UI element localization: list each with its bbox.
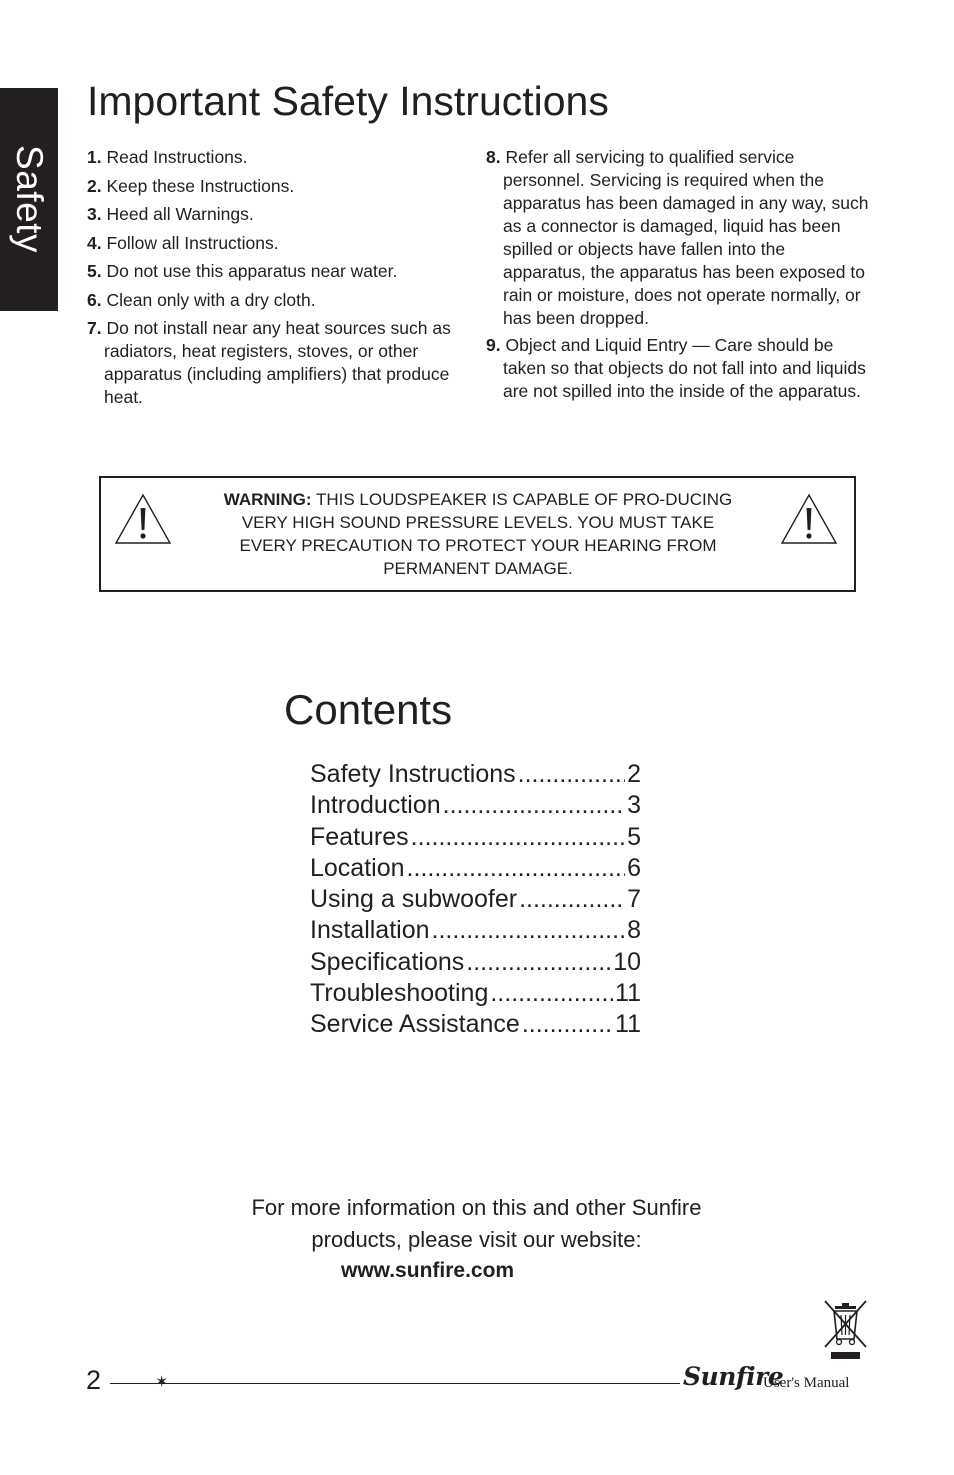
toc-label: Safety Instructions (310, 760, 516, 788)
toc-label: Using a subwoofer (310, 885, 518, 914)
toc-entry[interactable] (310, 978, 641, 1009)
toc-page: 6 (627, 853, 641, 882)
safety-item-text: Object and Liquid Entry — Care should be taken so that objects do not fall into and liquids are not spilled into the inside of the apparatus. (503, 335, 866, 401)
toc-leader (518, 759, 625, 790)
toc-label: Service Assistance (310, 1010, 520, 1039)
toc-page: 11 (615, 1010, 641, 1039)
toc-label: Specifications (310, 947, 465, 976)
toc-leader (407, 853, 626, 884)
safety-item-text: Do not use this apparatus near water. (106, 261, 398, 281)
safety-item-number: 9. (486, 335, 501, 355)
toc-leader (522, 1009, 613, 1040)
safety-list-right (486, 146, 871, 407)
toc-entry[interactable] (310, 759, 641, 790)
toc-page: 2 (627, 760, 641, 788)
toc-label: Troubleshooting (310, 979, 489, 1008)
warning-text (219, 488, 737, 580)
toc-label: Location (310, 853, 405, 882)
toc-entry[interactable] (310, 884, 641, 915)
toc-page: 11 (615, 979, 641, 1008)
warning-box (99, 476, 856, 592)
safety-item-5 (87, 260, 472, 283)
safety-item-number: 1. (87, 147, 102, 167)
star-icon: ✶ (155, 1374, 169, 1391)
safety-item-text: Refer all servicing to qualified service personnel. Servicing is required when the apparatus has been damaged in any way, such as a connector is damaged, liquid has been spilled or objects have fallen into the apparatus, the apparatus has been exposed to rain or moisture, does not operate normally, or has been dropped. (503, 147, 869, 328)
toc-page: 5 (627, 822, 641, 851)
safety-item-7 (87, 317, 472, 409)
safety-item-number: 2. (87, 175, 102, 196)
brand-logo: Sunfire (683, 1362, 784, 1391)
warning-label: WARNING: (223, 490, 312, 509)
safety-list-left (87, 146, 472, 415)
toc-entry[interactable] (310, 822, 641, 853)
safety-item-1 (87, 146, 472, 169)
toc-page: 10 (613, 947, 641, 976)
page-title: Important Safety Instructions (87, 78, 609, 124)
safety-item-text: Clean only with a dry cloth. (106, 289, 316, 310)
toc-leader (490, 978, 613, 1009)
toc-page: 8 (627, 916, 641, 945)
safety-item-4 (87, 232, 472, 255)
safety-item-8 (486, 146, 871, 330)
safety-item-text: Read Instructions. (106, 147, 248, 167)
safety-item-number: 3. (87, 204, 102, 224)
toc-leader (466, 947, 611, 978)
page-number: 2 (86, 1365, 102, 1395)
manual-label: User's Manual (763, 1375, 850, 1391)
side-tab-label: Safety (9, 145, 50, 253)
side-tab (0, 88, 58, 311)
toc-entry[interactable] (310, 790, 641, 821)
safety-item-2 (87, 175, 472, 198)
toc-entry[interactable] (310, 947, 641, 978)
warning-triangle-icon (779, 492, 839, 546)
toc-entry[interactable] (310, 853, 641, 884)
toc-leader (519, 884, 625, 915)
toc-label: Introduction (310, 791, 441, 820)
toc-entry[interactable] (310, 1009, 641, 1040)
safety-item-number: 6. (87, 289, 102, 310)
website-link[interactable]: www.sunfire.com (341, 1259, 515, 1282)
toc-leader (411, 822, 625, 853)
table-of-contents (310, 759, 641, 1041)
toc-page: 7 (627, 885, 641, 914)
website-info (200, 1192, 753, 1256)
safety-item-9 (486, 334, 871, 403)
info-line-2: products, please visit our website: (311, 1227, 642, 1252)
safety-item-number: 7. (87, 318, 102, 338)
footer-rule (110, 1383, 680, 1384)
safety-item-number: 4. (87, 232, 102, 253)
toc-label: Installation (310, 916, 430, 945)
safety-item-number: 5. (87, 261, 102, 281)
info-line-1: For more information on this and other Sunfire (251, 1195, 702, 1220)
toc-leader (432, 915, 626, 946)
safety-item-6 (87, 289, 472, 312)
crossed-out-bin-icon (822, 1299, 869, 1361)
warning-message: THIS LOUDSPEAKER IS CAPABLE OF PRO-DUCING VERY HIGH SOUND PRESSURE LEVELS. YOU MUST TAKE EVERY PRECAUTION TO PROTECT YOUR HEARING FROM PERMANENT DAMAGE. (239, 490, 733, 578)
contents-title: Contents (284, 686, 453, 733)
safety-item-text: Heed all Warnings. (106, 204, 254, 224)
safety-item-text: Do not install near any heat sources such as radiators, heat registers, stoves, or other apparatus (including amplifiers) that produce heat. (104, 318, 451, 407)
safety-item-number: 8. (486, 147, 501, 167)
toc-entry[interactable] (310, 915, 641, 946)
toc-page: 3 (627, 791, 641, 820)
toc-label: Features (310, 822, 409, 851)
safety-item-3 (87, 203, 472, 226)
safety-item-text: Keep these Instructions. (106, 175, 295, 196)
toc-leader (443, 790, 625, 821)
safety-item-text: Follow all Instructions. (106, 232, 279, 253)
warning-triangle-icon (113, 492, 173, 546)
